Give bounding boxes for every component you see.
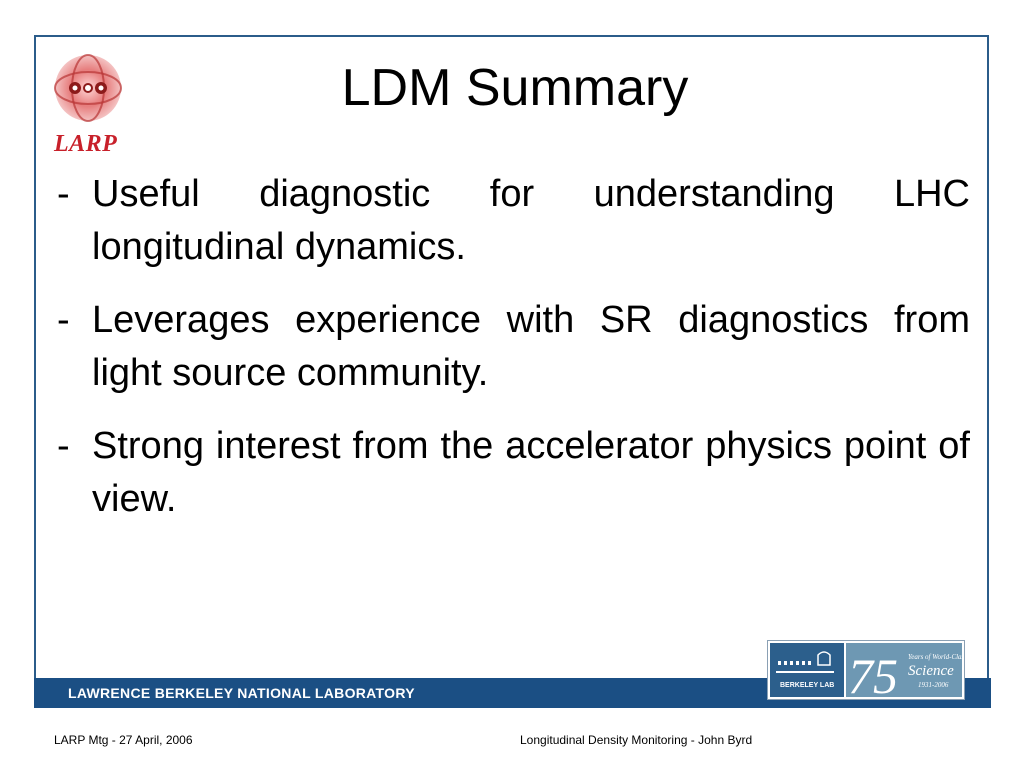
badge-dates: 1931-2006 (918, 681, 949, 689)
badge-graphic (768, 641, 964, 699)
badge-number: 75 (848, 648, 898, 699)
bullet-dash: - (57, 173, 70, 215)
footer-meeting: LARP Mtg - 27 April, 2006 (54, 733, 193, 747)
bullet-item (52, 294, 970, 400)
slide-title: LDM Summary (341, 59, 689, 117)
bullet-text: Leverages experience with SR diagnostics from light source community. (92, 299, 970, 394)
bullet-dash: - (57, 425, 70, 467)
footer-topic: Longitudinal Density Monitoring - John Byrd (520, 733, 753, 747)
bullet-item (52, 420, 970, 526)
bullet-text: Useful diagnostic for understanding LHC longitudinal dynamics. (92, 173, 970, 268)
bullet-item (52, 168, 970, 274)
badge-science: Science (908, 663, 954, 679)
bullet-list (52, 168, 970, 546)
anniversary-badge (767, 640, 965, 700)
badge-years-line: Years of World-Class (908, 653, 964, 661)
badge-berkeley-lab: BERKELEY LAB (780, 682, 835, 689)
bullet-dash: - (57, 299, 70, 341)
lab-name: LAWRENCE BERKELEY NATIONAL LABORATORY (68, 685, 415, 701)
bullet-text: Strong interest from the accelerator physics point of view. (92, 425, 970, 520)
larp-logo-text: LARP (54, 131, 118, 157)
